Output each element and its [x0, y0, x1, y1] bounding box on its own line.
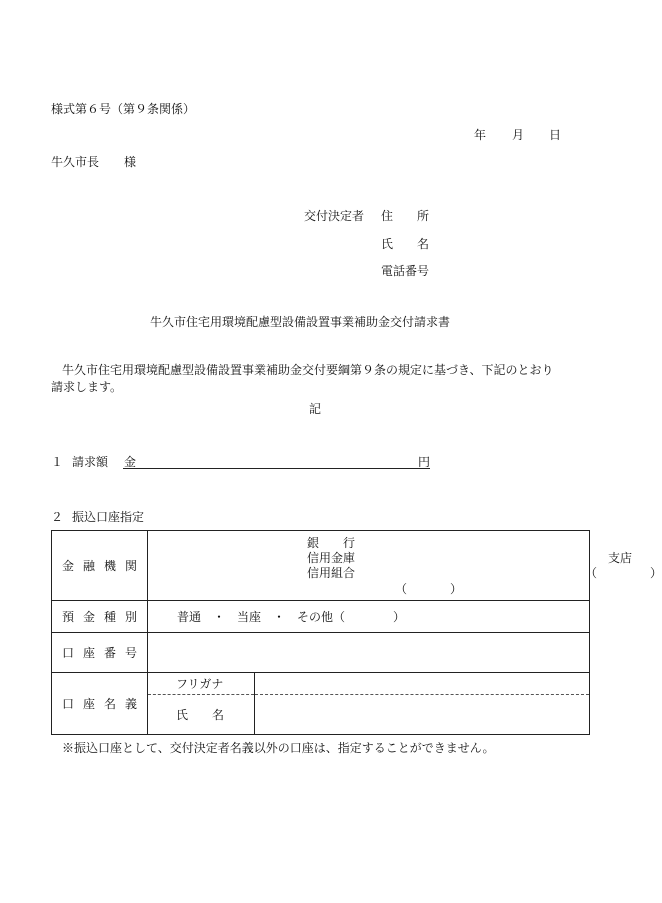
branch-paren-left: （	[585, 566, 598, 580]
kumiai-paren-left: （	[395, 582, 408, 596]
addressee-name: 牛久市長	[51, 155, 100, 169]
item1-number: １	[51, 455, 64, 469]
applicant-title: 交付決定者	[304, 209, 365, 223]
body-text-line1: 牛久市住宅用環境配慮型設備設置事業補助金交付要綱第９条の規定に基づき、下記のとおり	[62, 363, 554, 377]
shinkin-label: 信用金庫	[307, 551, 356, 565]
item2-label: 振込口座指定	[72, 510, 145, 524]
account-name-label: 口座名義	[52, 673, 148, 735]
item1-label: 請求額	[72, 455, 109, 469]
institution-label: 金融機関	[52, 531, 148, 601]
ki-heading: 記	[309, 402, 322, 416]
name-label	[148, 695, 255, 735]
branch-paren-right: ）	[650, 566, 662, 580]
amount-suffix: 円	[418, 455, 431, 469]
branch-label: 支店	[608, 551, 633, 565]
bank-label: 銀 行	[307, 536, 356, 550]
deposit-type-cell[interactable]	[148, 601, 590, 633]
item2-number: ２	[51, 510, 64, 524]
furigana-input-cell[interactable]	[255, 673, 590, 695]
bank-account-table	[51, 530, 662, 735]
date-day: 日	[549, 128, 562, 142]
footnote: ※振込口座として、交付決定者名義以外の口座は、指定することができません。	[62, 741, 495, 755]
furigana-label	[148, 673, 255, 695]
kumiai-paren-right: ）	[450, 582, 463, 596]
furigana-text: フリガナ	[176, 676, 224, 691]
amount-field-underline[interactable]	[123, 468, 430, 469]
account-number-cell[interactable]	[148, 633, 590, 673]
kumiai-label: 信用組合	[307, 566, 356, 580]
applicant-phone-label: 電話番号	[381, 264, 430, 278]
date-month: 月	[512, 128, 525, 142]
document-title: 牛久市住宅用環境配慮型設備設置事業補助金交付請求書	[150, 315, 451, 329]
applicant-name-label: 氏 名	[381, 237, 430, 251]
name-input-cell[interactable]	[255, 695, 590, 735]
addressee-honorific: 様	[124, 155, 137, 169]
form-number: 様式第６号（第９条関係）	[51, 102, 196, 116]
amount-prefix: 金	[124, 455, 137, 469]
account-number-label: 口座番号	[52, 633, 148, 673]
deposit-type-label: 預金種別	[52, 601, 148, 633]
date-year: 年	[474, 128, 487, 142]
name-text: 氏 名	[176, 707, 225, 722]
deposit-type-options: 普通 ・ 当座 ・ その他（ ）	[177, 609, 406, 624]
institution-cell[interactable]	[148, 531, 662, 601]
body-text-line2: 請求します。	[51, 380, 123, 394]
applicant-address-label: 住 所	[381, 209, 430, 223]
